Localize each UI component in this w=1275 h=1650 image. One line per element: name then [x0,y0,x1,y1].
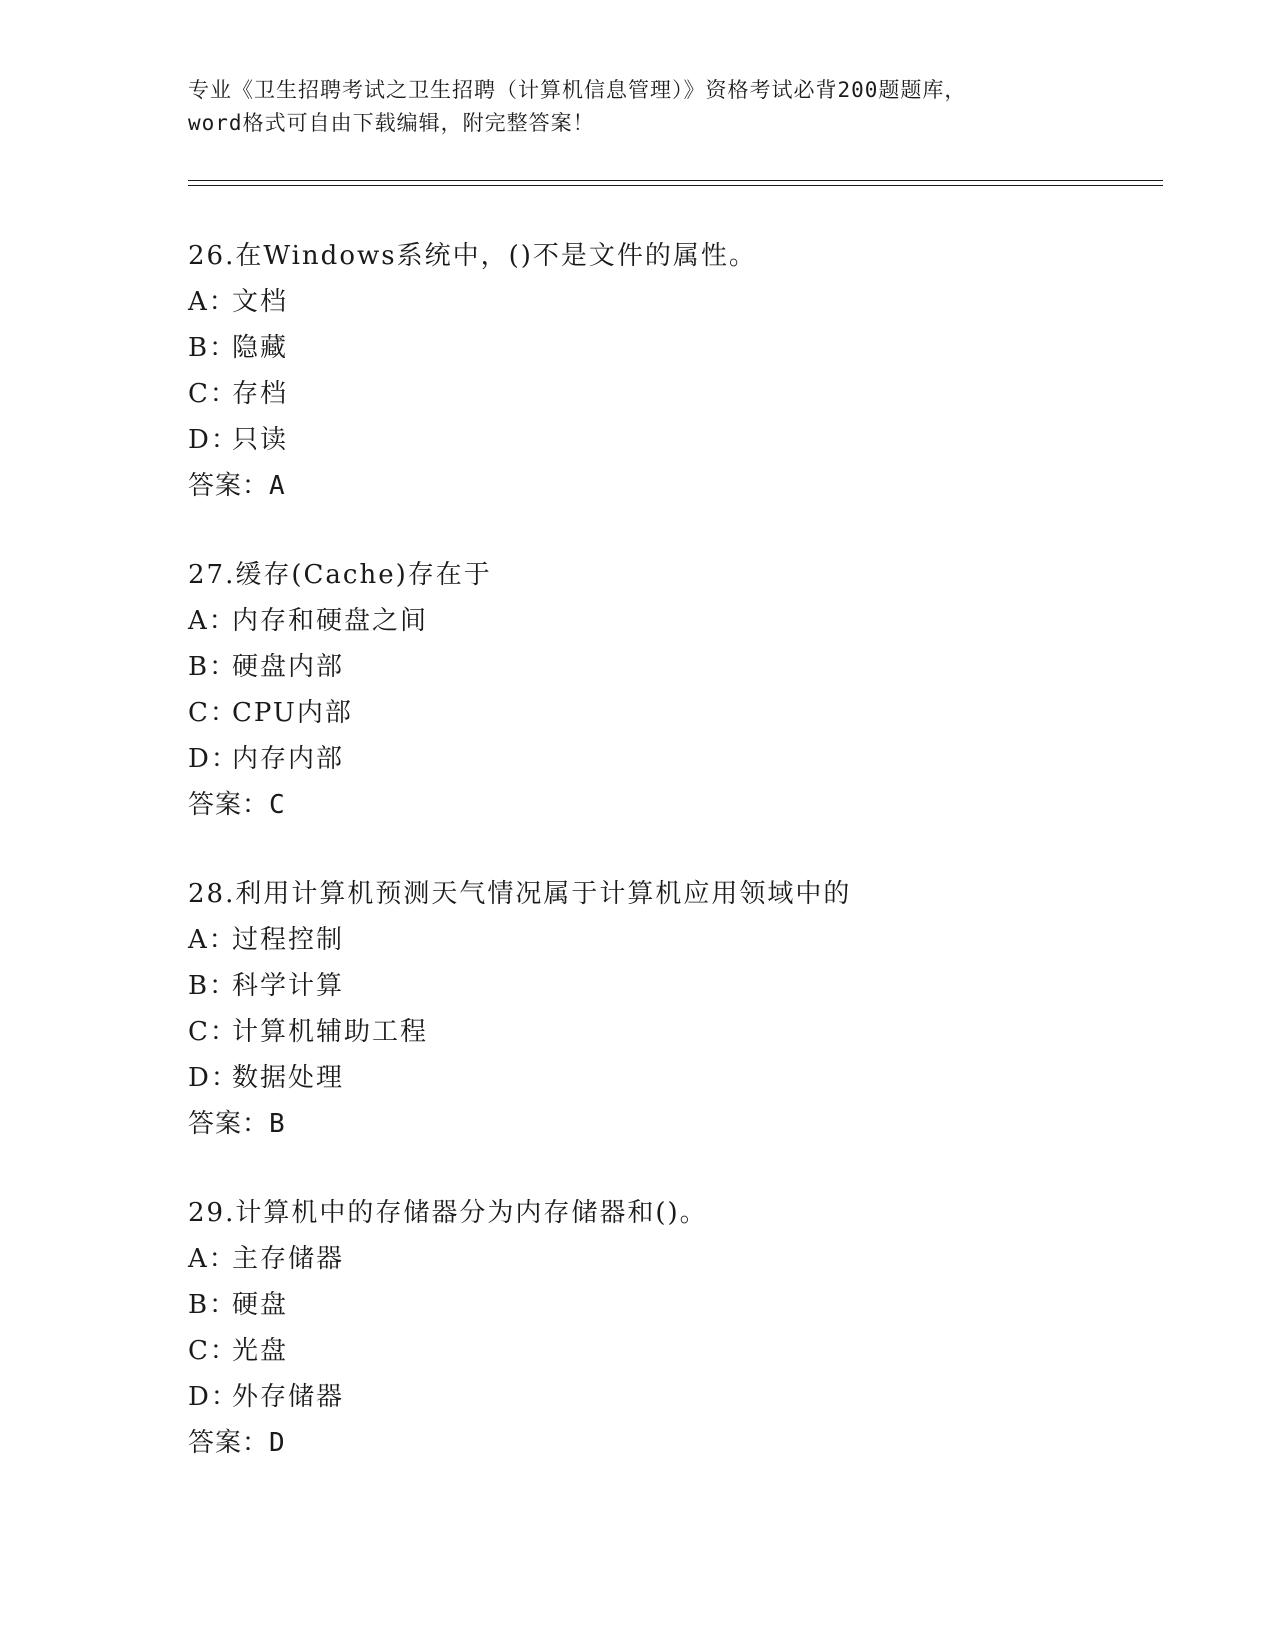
option-letter: B： [188,652,238,682]
option-letter: A： [188,606,237,636]
question-stem: 28.利用计算机预测天气情况属于计算机应用领域中的 [188,879,852,909]
option-d [188,1374,1148,1420]
question-block-26 [188,233,1148,509]
option-letter: B： [188,971,238,1001]
option-b [188,644,1148,690]
option-c [188,690,1148,736]
answer-line: 答案：B [188,1109,286,1139]
option-text: 过程控制 [232,925,345,955]
option-letter: D： [188,1382,239,1412]
option-text: 只读 [232,425,289,455]
option-letter: B： [188,1290,238,1320]
option-c [188,1009,1148,1055]
option-letter: C： [188,698,238,728]
option-letter: A： [188,925,237,955]
header-line-2: word格式可自由下载编辑，附完整答案！ [188,111,595,135]
question-block-28 [188,871,1148,1147]
option-b [188,963,1148,1009]
option-text: 数据处理 [232,1063,345,1093]
option-letter: A： [188,287,237,317]
header-divider-top [188,180,1163,181]
option-d [188,417,1148,463]
option-text: 计算机辅助工程 [232,1017,429,1047]
option-text: 存档 [232,379,289,409]
question-stem: 27.缓存(Cache)存在于 [188,560,492,590]
option-b [188,1282,1148,1328]
option-a [188,917,1148,963]
option-a [188,598,1148,644]
answer-line: 答案：C [188,790,286,820]
option-b [188,325,1148,371]
option-letter: C： [188,1017,238,1047]
option-text: 内存内部 [232,744,345,774]
question-block-29 [188,1190,1148,1466]
option-text: 文档 [232,287,289,317]
option-text: 内存和硬盘之间 [232,606,429,636]
option-text: 隐藏 [232,333,289,363]
option-a [188,279,1148,325]
question-stem: 26.在Windows系统中，()不是文件的属性。 [188,241,757,271]
option-letter: A： [188,1244,237,1274]
option-text: 科学计算 [232,971,345,1001]
header-line-1: 专业《卫生招聘考试之卫生招聘（计算机信息管理）》资格考试必背200题题库， [188,78,967,102]
option-text: 主存储器 [232,1244,345,1274]
option-text: 光盘 [232,1336,289,1366]
option-letter: C： [188,1336,238,1366]
question-block-27 [188,552,1148,828]
option-text: CPU内部 [232,698,353,728]
answer-line: 答案：A [188,471,286,501]
option-a [188,1236,1148,1282]
option-letter: D： [188,744,239,774]
header-divider-bottom [188,185,1163,186]
answer-line: 答案：D [188,1428,286,1458]
question-stem: 29.计算机中的存储器分为内存储器和()。 [188,1198,708,1228]
option-d [188,736,1148,782]
option-letter: D： [188,425,239,455]
option-text: 外存储器 [232,1382,345,1412]
document-header [188,74,1088,140]
option-text: 硬盘 [232,1290,289,1320]
option-d [188,1055,1148,1101]
option-letter: B： [188,333,238,363]
option-text: 硬盘内部 [232,652,345,682]
option-c [188,371,1148,417]
option-letter: C： [188,379,238,409]
option-c [188,1328,1148,1374]
option-letter: D： [188,1063,239,1093]
